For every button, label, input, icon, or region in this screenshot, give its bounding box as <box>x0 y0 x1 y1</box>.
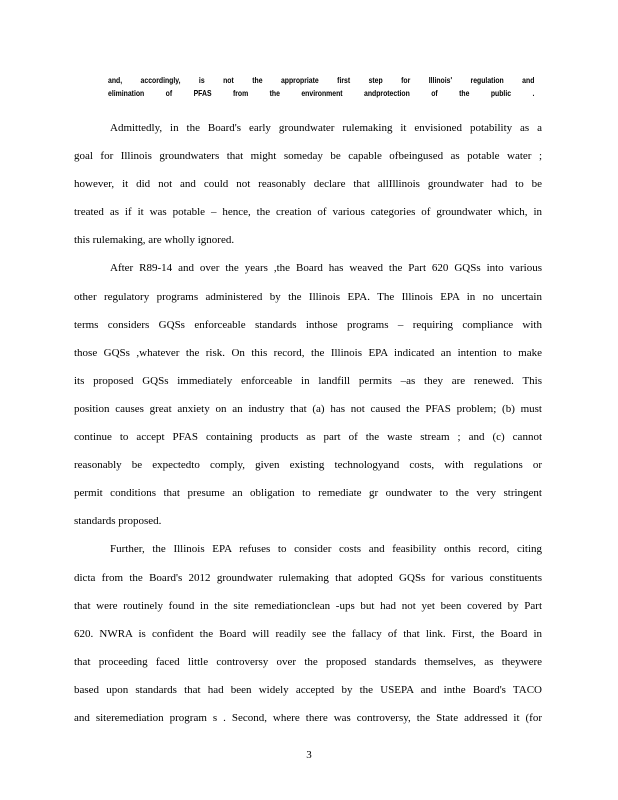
text-line: permit conditions that presume an obligation to remediate gr oundwater to the very stringent <box>74 487 542 500</box>
text-line: those GQSs ,whatever the risk. On this record, the Illinois EPA indicated an intention to make <box>74 346 542 359</box>
text-line: goal for Illinois groundwaters that might someday be capable ofbeingused as potable water ; <box>74 150 542 163</box>
body-text <box>74 114 542 732</box>
continuation-paragraph <box>108 74 535 100</box>
text-line: elimination of PFAS from the environment andprotection of the public . <box>108 88 535 98</box>
text-line: that were routinely found in the site remediationclean -ups but had not yet been covered by Part <box>74 599 542 612</box>
text-line: however, it did not and could not reasonably declare that allIllinois groundwater had to be <box>74 178 542 191</box>
text-line: that proceeding faced little controversy over the proposed standards themselves, as theywere <box>74 655 542 668</box>
text-line: its proposed GQSs immediately enforceable in landfill permits –as they are renewed. This <box>74 374 542 387</box>
paragraph-costs-feasibility <box>74 535 542 732</box>
text-line: dicta from the Board's 2012 groundwater rulemaking that adopted GQSs for various constituents <box>74 571 542 584</box>
text-line: continue to accept PFAS containing products as part of the waste stream ; and (c) cannot <box>74 431 542 444</box>
text-line: this rulemaking, are wholly ignored. <box>74 234 235 247</box>
text-line: reasonably be expectedto comply, given existing technologyand costs, with regulations or <box>74 459 542 472</box>
text-line: treated as if it was potable – hence, the creation of various categories of groundwater which, in <box>74 206 542 219</box>
text-line: standards proposed. <box>74 515 162 528</box>
text-line: position causes great anxiety on an industry that (a) has not caused the PFAS problem; (b) must <box>74 402 542 415</box>
text-line: After R89-14 and over the years ,the Board has weaved the Part 620 GQSs into various <box>110 262 542 275</box>
paragraph-r89-14 <box>74 254 542 535</box>
text-line: based upon standards that had been widely accepted by the USEPA and inthe Board's TACO <box>74 683 542 696</box>
text-line: terms considers GQSs enforceable standards inthose programs – requiring compliance with <box>74 318 542 331</box>
text-line: and, accordingly, is not the appropriate first step for Illinois' regulation and <box>108 75 535 85</box>
text-line: other regulatory programs administered by the Illinois EPA. The Illinois EPA in no uncertain <box>74 290 542 303</box>
text-line: Admittedly, in the Board's early groundwater rulemaking it envisioned potability as a <box>110 122 542 134</box>
text-line: 620. NWRA is confident the Board will readily see the fallacy of that link. First, the Board in <box>74 627 542 640</box>
page-number: 3 <box>306 749 312 761</box>
text-line: Further, the Illinois EPA refuses to consider costs and feasibility onthis record, citing <box>110 543 542 556</box>
paragraph-potability <box>74 114 542 254</box>
text-line: and siteremediation program s . Second, where there was controversy, the State addressed it (for <box>74 711 542 724</box>
